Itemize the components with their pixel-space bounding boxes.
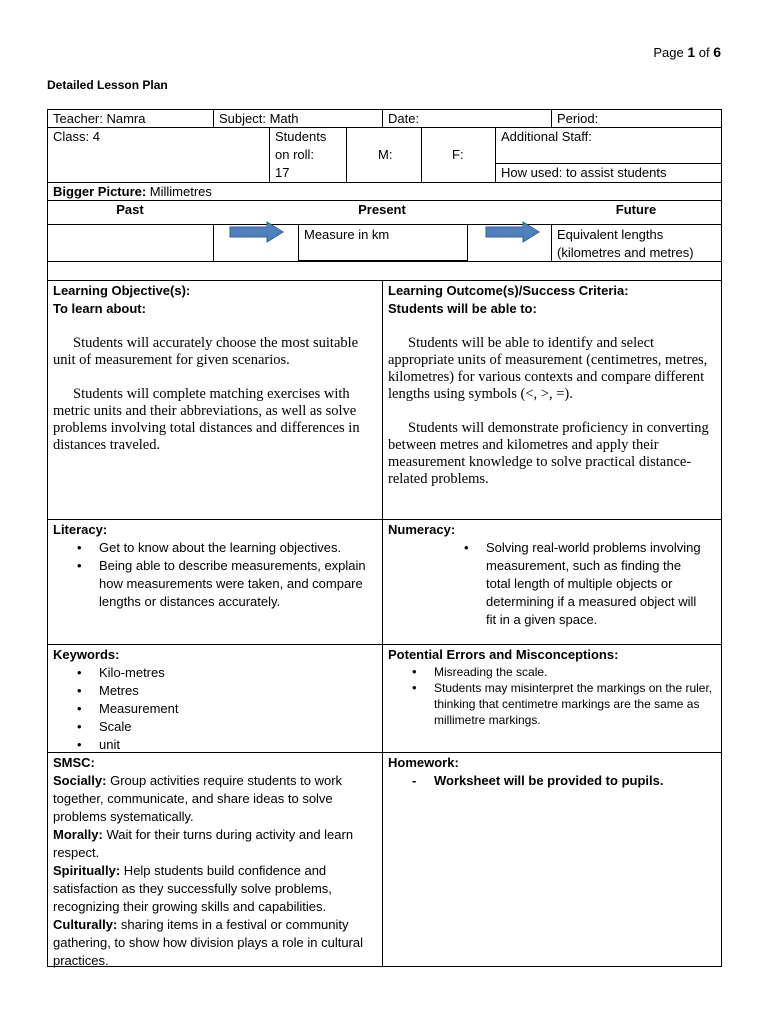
arrow-right-icon <box>229 221 285 243</box>
present-label: Present <box>358 202 406 217</box>
future-value: Equivalent lengths (kilometres and metres) <box>557 227 694 260</box>
learning-objectives-cell <box>47 281 382 455</box>
learning-outcomes-heading: Learning Outcome(s)/Success Criteria: <box>388 283 629 298</box>
future-label: Future <box>615 202 657 217</box>
past-label: Past <box>116 202 144 217</box>
students-on-roll-value: 17 <box>275 165 290 180</box>
literacy-list <box>53 539 376 611</box>
learning-outcomes-cell <box>382 281 720 489</box>
list-item: • Measurement <box>53 700 376 718</box>
list-item: • Being able to describe measurements, explain how measurements were taken, and compare lengths or distances accurately. <box>53 557 376 611</box>
bigger-picture-cell <box>47 182 721 202</box>
list-item: • Scale <box>53 718 376 736</box>
smsc-heading: SMSC: <box>53 755 95 770</box>
homework-item: - Worksheet will be provided to pupils. <box>412 773 664 788</box>
smsc-morally: Morally: Wait for their turns during activity and learn respect. <box>53 827 354 860</box>
additional-staff-cell: Additional Staff: <box>501 129 592 144</box>
outcome-paragraph: Students will demonstrate proficiency in converting between metres and kilometres and apply their measurement knowledge to solve practical distance-related problems. <box>388 420 709 487</box>
keywords-cell <box>47 645 382 755</box>
date-cell: Date: <box>388 111 420 126</box>
homework-cell <box>382 753 720 791</box>
numeracy-heading: Numeracy: <box>388 522 456 537</box>
document-title: Detailed Lesson Plan <box>47 78 168 92</box>
page-current: 1 <box>687 44 696 60</box>
errors-list <box>388 664 714 728</box>
students-will-be-able-heading: Students will be able to: <box>388 301 537 316</box>
learning-objectives-heading: Learning Objective(s): <box>53 283 191 298</box>
list-item: • Kilo-metres <box>53 664 376 682</box>
period-cell: Period: <box>557 111 599 126</box>
objective-paragraph: Students will complete matching exercises with metric units and their abbreviations, as well as solve problems involving total distances and differences in distances traveled. <box>53 386 360 453</box>
smsc-spiritually: Spiritually: Help students build confidence and satisfaction as they successfully solve problems, recognizing their growing skills and capabilities. <box>53 863 332 914</box>
dash: - <box>412 773 417 788</box>
list-item: • Get to know about the learning objectives. <box>53 539 376 557</box>
present-value: Measure in km <box>304 227 390 242</box>
homework-heading: Homework: <box>388 755 459 770</box>
page-number: Page 1 of 6 <box>653 44 721 60</box>
bigger-picture-value: Millimetres <box>146 184 212 199</box>
numeracy-list <box>388 539 714 629</box>
literacy-heading: Literacy: <box>53 522 108 537</box>
objective-paragraph: Students will accurately choose the most suitable unit of measurement for given scenarios. <box>53 335 359 368</box>
errors-heading: Potential Errors and Misconceptions: <box>388 647 619 662</box>
keywords-list <box>53 664 376 754</box>
male-count-cell: M: <box>378 147 393 162</box>
list-item: • Misreading the scale. <box>388 664 714 680</box>
arrow-right-icon <box>485 221 541 243</box>
subject-cell: Subject: Math <box>219 111 299 126</box>
to-learn-about-heading: To learn about: <box>53 301 146 316</box>
list-item: • Metres <box>53 682 376 700</box>
page-total: 6 <box>713 44 721 60</box>
smsc-cell <box>47 753 382 971</box>
smsc-socially: Socially: Group activities require students to work together, communicate, and share ideas to solve problems systematically. <box>53 773 343 824</box>
students-on-roll-cell: Students on roll: 17 <box>269 127 346 183</box>
keywords-heading: Keywords: <box>53 647 120 662</box>
smsc-culturally: Culturally: sharing items in a festival or community gathering, to show how division plays a role in cultural practices. <box>53 917 364 968</box>
list-item: • Solving real-world problems involving measurement, such as finding the total length of multiple objects or determining if a measured object will fit in a given space. <box>440 539 704 629</box>
female-count-cell: F: <box>452 147 464 162</box>
bigger-picture-label: Bigger Picture: <box>53 184 147 199</box>
numeracy-cell <box>382 520 720 630</box>
list-item: • Students may misinterpret the markings on the ruler, thinking that centimetre markings are the same as millimetre markings. <box>388 680 714 728</box>
class-cell: Class: 4 <box>53 129 100 144</box>
teacher-cell: Teacher: Namra <box>53 111 146 126</box>
errors-cell <box>382 645 720 729</box>
outcome-paragraph: Students will be able to identify and select appropriate units of measurement (centimetres, metres, kilometres) for various contexts and compare different lengths using symbols (<, >, =). <box>388 335 708 402</box>
list-item: • unit <box>53 736 376 754</box>
how-used-cell: How used: to assist students <box>501 165 667 180</box>
literacy-cell <box>47 520 382 612</box>
